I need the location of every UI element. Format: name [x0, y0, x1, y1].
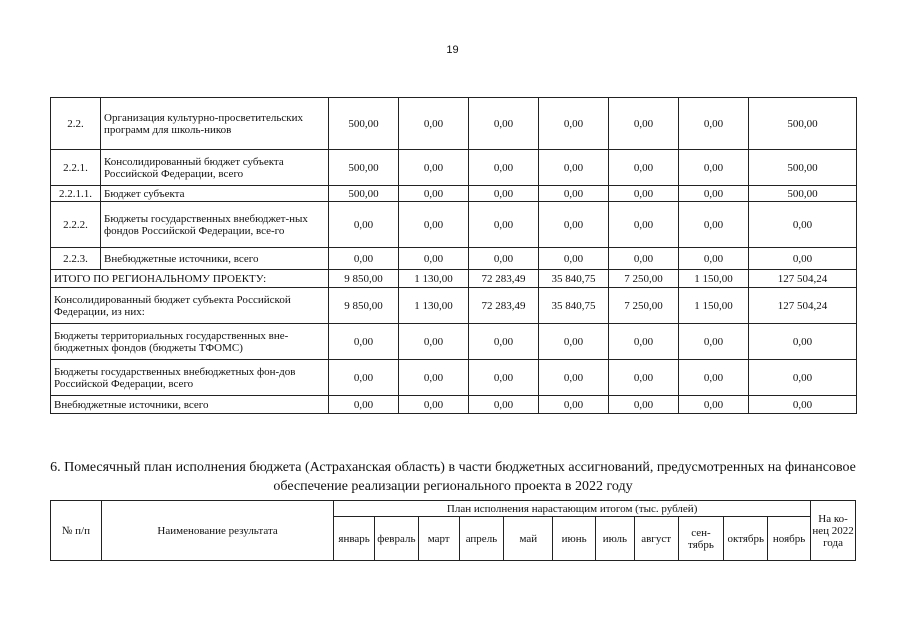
value-cell: 1 150,00 [679, 288, 749, 324]
value-cell: 0,00 [609, 150, 679, 186]
value-cell: 500,00 [749, 186, 857, 202]
value-cell: 0,00 [749, 248, 857, 270]
value-cell: 0,00 [399, 324, 469, 360]
table-row [51, 186, 857, 202]
value-cell: 0,00 [609, 98, 679, 150]
value-cell: 35 840,75 [539, 288, 609, 324]
value-cell: 0,00 [329, 396, 399, 414]
value-cell: 0,00 [469, 150, 539, 186]
value-cell: 0,00 [399, 186, 469, 202]
value-cell: 0,00 [609, 324, 679, 360]
value-cell: 0,00 [539, 360, 609, 396]
month-header: июнь [553, 517, 596, 561]
total-row-name: Внебюджетные источники, всего [51, 396, 329, 414]
value-cell: 0,00 [539, 150, 609, 186]
month-header: октябрь [724, 517, 768, 561]
value-cell: 0,00 [749, 360, 857, 396]
value-cell: 0,00 [679, 360, 749, 396]
value-cell: 35 840,75 [539, 270, 609, 288]
value-cell: 0,00 [539, 396, 609, 414]
value-cell: 9 850,00 [329, 270, 399, 288]
total-row [51, 396, 857, 414]
value-cell: 7 250,00 [609, 270, 679, 288]
value-cell: 0,00 [399, 150, 469, 186]
value-cell: 0,00 [399, 98, 469, 150]
value-cell: 0,00 [329, 324, 399, 360]
value-cell: 0,00 [679, 202, 749, 248]
value-cell: 0,00 [399, 248, 469, 270]
row-code: 2.2.3. [51, 248, 101, 270]
value-cell: 127 504,24 [749, 270, 857, 288]
value-cell: 127 504,24 [749, 288, 857, 324]
month-header: август [634, 517, 678, 561]
total-row [51, 288, 857, 324]
month-header: январь [334, 517, 375, 561]
row-code: 2.2. [51, 98, 101, 150]
total-row-name: Бюджеты государственных внебюджетных фон-дов Российской Федерации, всего [51, 360, 329, 396]
value-cell: 500,00 [329, 98, 399, 150]
value-cell: 500,00 [749, 150, 857, 186]
value-cell: 9 850,00 [329, 288, 399, 324]
total-row [51, 270, 857, 288]
month-header: сен-тябрь [678, 517, 724, 561]
value-cell: 0,00 [539, 98, 609, 150]
total-row [51, 324, 857, 360]
value-cell: 0,00 [469, 360, 539, 396]
row-name: Организация культурно-просветительских программ для школь-ников [101, 98, 329, 150]
value-cell: 500,00 [749, 98, 857, 150]
total-row-name: Консолидированный бюджет субъекта Российской Федерации, из них: [51, 288, 329, 324]
month-header: февраль [374, 517, 418, 561]
total-row [51, 360, 857, 396]
month-header: апрель [459, 517, 504, 561]
value-cell: 1 150,00 [679, 270, 749, 288]
table-row [51, 248, 857, 270]
value-cell: 0,00 [679, 150, 749, 186]
value-cell: 0,00 [469, 396, 539, 414]
value-cell: 0,00 [469, 186, 539, 202]
row-name: Внебюджетные источники, всего [101, 248, 329, 270]
row-code: 2.2.1. [51, 150, 101, 186]
table-row [51, 150, 857, 186]
value-cell: 0,00 [539, 248, 609, 270]
value-cell: 0,00 [679, 324, 749, 360]
value-cell: 0,00 [609, 396, 679, 414]
value-cell: 0,00 [609, 248, 679, 270]
value-cell: 0,00 [469, 202, 539, 248]
value-cell: 0,00 [469, 248, 539, 270]
value-cell: 0,00 [539, 202, 609, 248]
value-cell: 0,00 [469, 98, 539, 150]
value-cell: 500,00 [329, 150, 399, 186]
value-cell: 0,00 [609, 360, 679, 396]
value-cell: 0,00 [609, 186, 679, 202]
row-name: Бюджеты государственных внебюджет-ных фондов Российской Федерации, все-го [101, 202, 329, 248]
value-cell: 0,00 [679, 396, 749, 414]
row-name: Консолидированный бюджет субъекта Российской Федерации, всего [101, 150, 329, 186]
value-cell: 500,00 [329, 186, 399, 202]
value-cell: 0,00 [679, 248, 749, 270]
value-cell: 0,00 [679, 186, 749, 202]
value-cell: 0,00 [399, 360, 469, 396]
total-row-name: ИТОГО ПО РЕГИОНАЛЬНОМУ ПРОЕКТУ: [51, 270, 329, 288]
total-row-name: Бюджеты территориальных государственных вне-бюджетных фондов (бюджеты ТФОМС) [51, 324, 329, 360]
value-cell: 0,00 [749, 324, 857, 360]
row-code: 2.2.1.1. [51, 186, 101, 202]
month-header: май [504, 517, 553, 561]
value-cell: 0,00 [329, 360, 399, 396]
value-cell: 0,00 [399, 396, 469, 414]
value-cell: 0,00 [609, 202, 679, 248]
section-6-heading: 6. Помесячный план исполнения бюджета (Астраханская область) в части бюджетных ассигнований, предусмотренных на финансовое обеспечение реализации регионального проекта в 2022 году [50, 460, 856, 494]
value-cell: 7 250,00 [609, 288, 679, 324]
table-row [51, 202, 857, 248]
value-cell: 0,00 [749, 396, 857, 414]
value-cell: 0,00 [329, 202, 399, 248]
col-header-number: № п/п [51, 501, 102, 561]
value-cell: 72 283,49 [469, 270, 539, 288]
value-cell: 1 130,00 [399, 270, 469, 288]
month-header: июль [596, 517, 635, 561]
monthly-plan-table [50, 500, 856, 561]
month-header: март [418, 517, 459, 561]
col-header-result-name: Наименование результата [101, 501, 333, 561]
value-cell: 0,00 [539, 186, 609, 202]
month-header: ноябрь [768, 517, 811, 561]
value-cell: 0,00 [749, 202, 857, 248]
page-number: 19 [446, 44, 459, 56]
row-name: Бюджет субъекта [101, 186, 329, 202]
table-row [51, 98, 857, 150]
col-header-plan-group: План исполнения нарастающим итогом (тыс. рублей) [334, 501, 811, 517]
value-cell: 0,00 [679, 98, 749, 150]
value-cell: 0,00 [539, 324, 609, 360]
value-cell: 72 283,49 [469, 288, 539, 324]
row-code: 2.2.2. [51, 202, 101, 248]
col-header-end-of-year: На ко-нец 2022 года [811, 501, 856, 561]
budget-table [50, 97, 857, 414]
value-cell: 0,00 [399, 202, 469, 248]
value-cell: 0,00 [469, 324, 539, 360]
value-cell: 0,00 [329, 248, 399, 270]
value-cell: 1 130,00 [399, 288, 469, 324]
